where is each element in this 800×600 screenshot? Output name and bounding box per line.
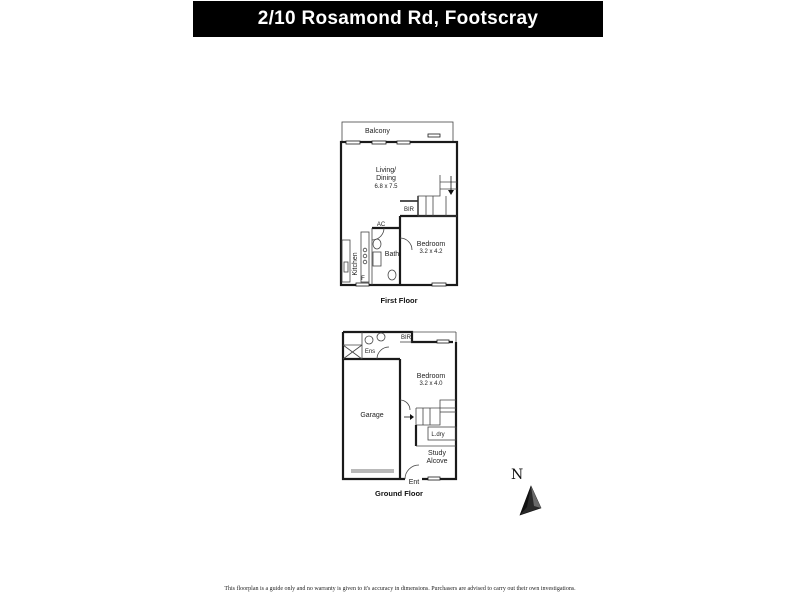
window	[372, 141, 386, 144]
window	[428, 477, 440, 480]
shower-icon	[373, 252, 381, 266]
compass-north-label: N	[511, 467, 524, 483]
entry-door-swing	[405, 465, 419, 479]
living-dims: 6.8 x 7.5	[374, 184, 398, 190]
window	[428, 134, 440, 137]
first-floor-label: First Floor	[380, 296, 418, 305]
ground-floor-plan	[343, 332, 456, 498]
sink-icon	[344, 262, 348, 272]
bir-label: BIR	[400, 335, 412, 341]
window	[437, 340, 449, 343]
basin-icon	[365, 336, 373, 344]
door-swing	[400, 400, 410, 410]
bedroom-label: Bedroom	[416, 241, 446, 248]
alcove-label: Alcove	[426, 458, 448, 465]
bath-label: Bath	[384, 251, 400, 258]
door-swing	[377, 347, 389, 359]
living-label: Living/	[375, 167, 397, 174]
window	[356, 283, 369, 286]
window	[397, 141, 410, 144]
disclaimer-text: This floorplan is a guide only and no warranty is given to it's accuracy in dimensions. Purchasers are advised to carry out their own investigations.	[224, 586, 576, 592]
first-floor-plan	[341, 122, 457, 305]
stair	[404, 400, 456, 425]
garage-label: Garage	[360, 412, 384, 419]
fridge-label: F	[361, 276, 365, 282]
ensuite-label: Ens	[364, 349, 376, 355]
bir-label: BIR	[403, 207, 415, 213]
cooktop-icon	[363, 260, 367, 264]
toilet-icon	[377, 333, 385, 341]
ground-floor-label: Ground Floor	[375, 489, 423, 498]
ground-floor-outer-wall	[343, 332, 453, 342]
cooktop-icon	[363, 254, 367, 258]
window	[432, 283, 446, 286]
laundry-label: L.dry	[431, 432, 445, 438]
dining-label: Dining	[376, 175, 396, 182]
door-swing	[400, 238, 412, 250]
kitchen-island	[361, 232, 369, 282]
door-swing	[372, 228, 384, 240]
kitchen-label: Kitchen	[352, 252, 359, 276]
entry-label: Ent	[408, 479, 420, 486]
balcony-outline	[342, 122, 453, 142]
page-title: 2/10 Rosamond Rd, Footscray	[193, 1, 603, 37]
bedroom-dims: 3.2 x 4.2	[419, 249, 443, 255]
bedroom-dims: 3.2 x 4.0	[419, 381, 443, 387]
toilet-icon	[388, 270, 396, 280]
compass-icon	[511, 467, 541, 515]
window	[346, 141, 360, 144]
stair	[418, 175, 457, 216]
cooktop-icon	[363, 248, 367, 252]
study-label: Study	[428, 450, 446, 457]
kitchen-bench	[342, 240, 350, 282]
balcony-label: Balcony	[365, 128, 390, 135]
basin-icon	[373, 239, 381, 249]
ac-label: AC	[376, 222, 386, 228]
bedroom-label: Bedroom	[416, 373, 446, 380]
